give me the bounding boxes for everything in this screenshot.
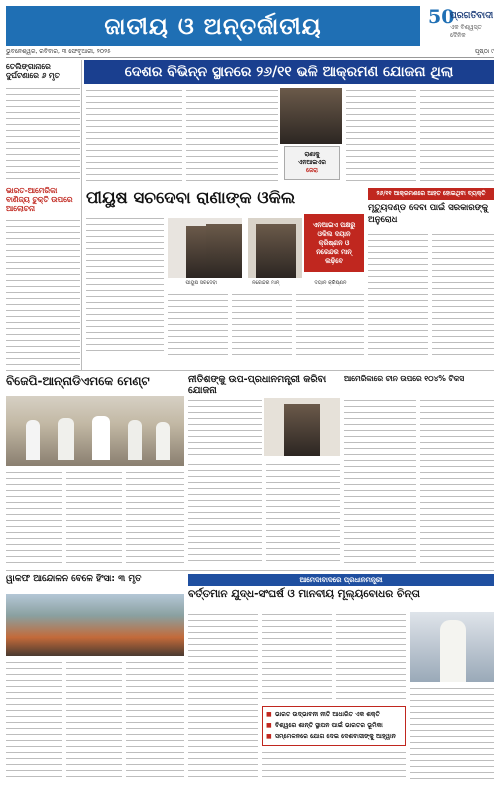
rana-photo [280, 88, 342, 144]
section-divider [6, 370, 494, 371]
pm-body-col3 [336, 612, 406, 702]
logo-name: ପ୍ରଗତିବାଦୀ [450, 11, 494, 21]
lead-headline: ଦେଶର ବିଭିନ୍ନ ସ୍ଥାନରେ ୨୬/୧୧ ଭଳି ଆକ୍ରମଣ ଯୋଜନା ଥିଲା [84, 60, 494, 84]
logo-tagline: ଏକ ବିଶ୍ୱସ୍ତ ଦୈନିକ [450, 24, 482, 39]
pm-body-col1 [188, 612, 258, 782]
pm-photo [410, 612, 494, 682]
pm-highlight-1: ■ ଭାରତ ଉଦ୍ଭାବନୀ ନୀତି ଆଧାରିତ ଏକ ଶକ୍ତି [265, 709, 403, 720]
right-story-body-col1 [368, 232, 428, 360]
newspaper-logo [428, 6, 494, 46]
dateline [6, 48, 494, 58]
page-number: ପୃଷ୍ଠା ୯ [474, 48, 494, 55]
lead-quote-box [284, 146, 340, 180]
pm-body-col4 [410, 686, 494, 782]
page-section-title: ଜାତୀୟ ଓ ଅନ୍ତର୍ଜାତୀୟ [6, 6, 420, 46]
bjp-body-col1 [6, 470, 62, 566]
bjp-body-col3 [126, 470, 184, 566]
america-body-col2 [420, 398, 494, 566]
protest-crowd-photo [6, 594, 184, 656]
lead-body-col1 [86, 88, 182, 184]
pijush-body-col4 [296, 292, 364, 356]
quote-line-2: ଏନଆଇଏର [298, 159, 326, 166]
caption-dayan: ଦୟାନ କ୍ରିଷ୍ଣନ [314, 280, 347, 286]
nitish-headline: ନୀତିଶଙ୍କୁ ଉପ-ପ୍ରଧାନମନ୍ତ୍ରୀ କରିବା ଯୋଜନା [188, 374, 327, 396]
pm-highlight-3: ■ ସମ୍ମେଳନରେ ଯୋଗ ଦେଇ ଦେଶବାସୀଙ୍କୁ ଆହ୍ୱାନ [265, 731, 403, 742]
lead-body-col3 [346, 88, 416, 184]
left-story1-headline: ତେଲିଙ୍ଗାନାରେ ଦୁର୍ଘଟଣାରେ ୬ ମୃତ [6, 62, 60, 80]
nitish-body-col1 [188, 398, 262, 458]
pm-body-col2 [262, 612, 332, 702]
protest-body-col1 [6, 660, 62, 782]
bjp-stage-photo [6, 396, 184, 466]
column-divider [81, 60, 82, 370]
logo-anniversary-number: 50 [428, 6, 455, 28]
lawyer-photo-2 [200, 222, 248, 278]
pijush-inset-box: ଏନଆଇଏ ପକ୍ଷରୁ ଓକିଲ ଦୟାନ କ୍ରିଷ୍ଣନ ଓ ନରେନ୍ଦର ମାନ୍ ଲଢ଼ିବେ [304, 214, 364, 272]
caption-pijush: ପୀୟୁଷ ସଚଦେବା [185, 280, 218, 286]
section-divider-2 [6, 570, 494, 571]
lead-body-col2 [186, 88, 278, 184]
bjp-headline: ବିଜେପି-ଆନ୍ନାଡିଏମକେ ମେଣ୍ଟ [6, 374, 150, 388]
protest-headline: ୱାକଫ ଆନ୍ଦୋଳନ ବେଳେ ହିଂସା: ୩ ମୃତ [6, 574, 142, 584]
left-story1-body [6, 86, 80, 182]
nitish-body-col3 [266, 462, 340, 566]
right-story-body-col2 [432, 232, 494, 360]
lead-body-col4 [420, 88, 494, 184]
caption-narender: ନରେନ୍ଦର ମାନ୍ [252, 280, 280, 286]
pm-kicker: ଆମେଦାବାଦରେ ପ୍ରଧାନମନ୍ତ୍ରୀ [188, 574, 494, 586]
pijush-body-col1 [86, 216, 164, 356]
pijush-body-col2 [168, 292, 228, 356]
america-body-col1 [344, 398, 416, 566]
nitish-photo [264, 398, 340, 456]
pm-highlight-2: ■ ବିଶ୍ୱରେ ଶାନ୍ତି ସ୍ଥାପନ ପାଇଁ ଭାରତର ଭୂମିକା [265, 720, 403, 731]
right-story-headline: ମୃତ୍ୟୁଦଣ୍ଡ ଦେବା ପାଇଁ ସରକାରଙ୍କୁ ଅନୁରୋଧ [368, 203, 489, 225]
right-story-kicker: ୨୬/୧୧ ଆକ୍ରମଣରେ ଆହତ ହୋଇଥିବା ବ୍ୟକ୍ତି [368, 188, 494, 200]
left-story2-body [6, 218, 80, 368]
nitish-body-col2 [188, 462, 262, 566]
protest-body-col2 [66, 660, 122, 782]
quote-line-1: ରାଣାକୁ [304, 151, 320, 158]
quote-line-3: ଜେରା [306, 167, 318, 174]
date-text: ଭୁବନେଶ୍ୱର, ରବିବାର, ୩ ଫେବୃଆରୀ, ୨୦୨୫ [6, 48, 111, 55]
pijush-headline: ପୀୟୁଷ ସଚଦେବା ରାଣାଙ୍କ ଓକିଲ [86, 188, 296, 207]
pm-headline: ବର୍ତ୍ତମାନ ଯୁଦ୍ଧ-ସଂଘର୍ଷ ଓ ମାନବୀୟ ମୂଲ୍ୟବୋଧର ଚିନ୍ତା [188, 588, 420, 600]
pm-body-col5 [262, 750, 406, 782]
america-headline: ଆମେରିକାରେ ଚୀନ ଉପରେ ୧୦୪% ଟିକସ [344, 374, 465, 383]
bjp-body-col2 [66, 470, 122, 566]
pijush-body-col3 [232, 292, 292, 356]
lawyer-photo-3 [248, 218, 302, 278]
photo-captions [168, 280, 364, 288]
pm-highlights-box [262, 706, 406, 746]
left-story2-headline: ଭାରତ-ଆମେରିକା ବାଣିଜ୍ୟ ଚୁକ୍ତି ଉପରେ ଆଲୋଚନା [6, 186, 73, 213]
protest-body-col3 [126, 660, 184, 782]
